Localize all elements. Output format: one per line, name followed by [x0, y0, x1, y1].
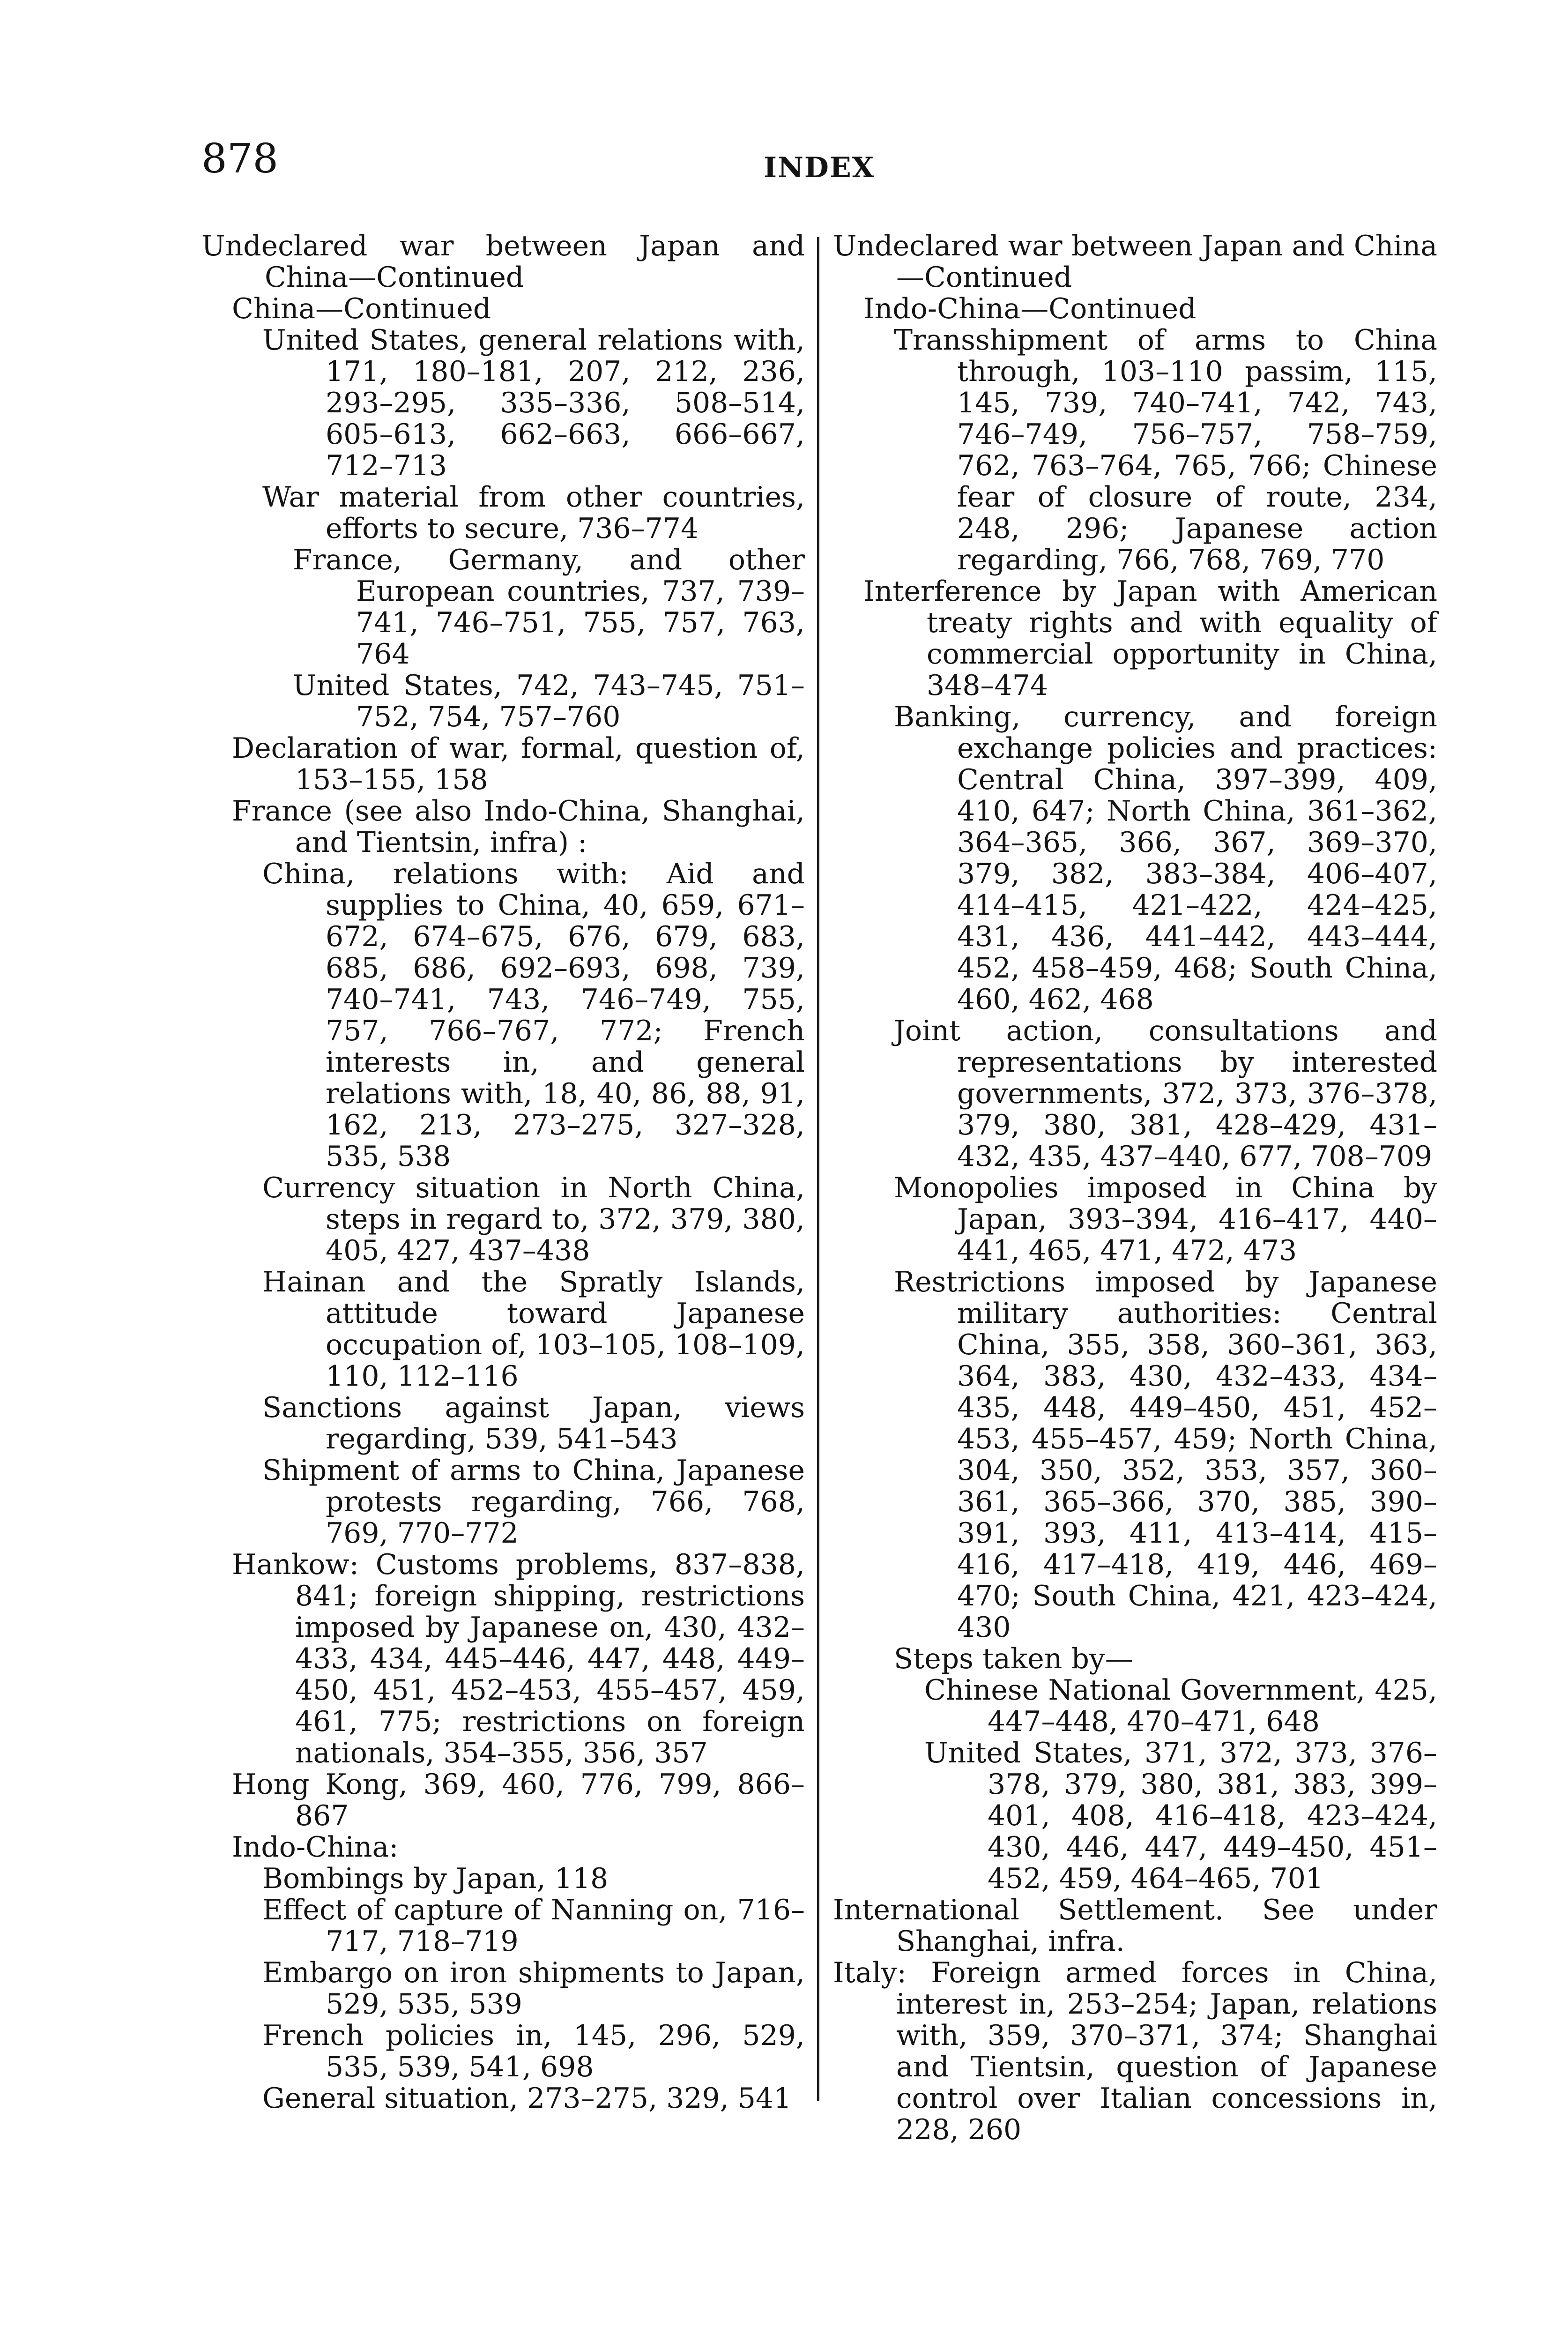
index-entry: United States, general relations with, 171, 180–181, 207, 212, 236, 293–295, 335–336, 508–514, 605–613, 662–663, 666–667, 712–713 — [262, 324, 805, 482]
index-entry: Joint action, consultations and representations by interested governments, 372, 373, 376–378, 379, 380, 381, 428–429, 431–432, 435, 437–440, 677, 708–709 — [894, 1015, 1437, 1173]
index-entry: United States, 742, 743–745, 751–752, 754, 757–760 — [293, 669, 805, 733]
index-entry: Indo-China—Continued — [863, 292, 1196, 325]
index-entry: Italy: Foreign armed forces in China, interest in, 253–254; Japan, relations with, 359, 370–371, 374; Shanghai and Tientsin, question of Japanese control over Italian concessions in, 228, 260 — [833, 1956, 1437, 2146]
index-entry: China—Continued — [232, 292, 491, 325]
index-entry: Effect of capture of Nanning on, 716–717, 718–719 — [262, 1894, 805, 1958]
index-entry: Embargo on iron shipments to Japan, 529, 535, 539 — [262, 1956, 805, 2021]
index-entry: Bombings by Japan, 118 — [262, 1862, 609, 1895]
index-entry: Shipment of arms to China, Japanese protests regarding, 766, 768, 769, 770–772 — [262, 1454, 805, 1550]
index-entry: General situation, 273–275, 329, 541 — [262, 2082, 792, 2115]
index-entry: Undeclared war between Japan and China—Continued — [833, 230, 1437, 294]
index-column-left — [201, 231, 805, 2114]
index-entry: Indo-China: — [232, 1831, 399, 1864]
index-entry: Restrictions imposed by Japanese military authorities: Central China, 355, 358, 360–361, 363, 364, 383, 430, 432–433, 434–435, 448, 449–450, 451, 452–453, 455–457, 459; North China, 304, 350, 352, 353, 357, 360–361, 365–366, 370, 385, 390–391, 393, 411, 413–414, 415–416, 417–418, 419, 446, 469–470; South China, 421, 423–424, 430 — [894, 1266, 1437, 1644]
index-entry: Steps taken by— — [894, 1642, 1133, 1675]
index-entry: Sanctions against Japan, views regarding, 539, 541–543 — [262, 1391, 805, 1455]
index-entry: International Settlement. See under Shanghai, infra. — [833, 1894, 1437, 1958]
running-head: INDEX — [764, 151, 875, 184]
index-entry: Transshipment of arms to China through, 103–110 passim, 115, 145, 739, 740–741, 742, 743, 746–749, 756–757, 758–759, 762, 763–764, 765, 766; Chinese fear of closure of route, 234, 248, 296; Japanese action regarding, 766, 768, 769, 770 — [894, 324, 1437, 576]
index-entry: War material from other countries, efforts to secure, 736–774 — [262, 481, 805, 545]
index-entry: Monopolies imposed in China by Japan, 393–394, 416–417, 440–441, 465, 471, 472, 473 — [894, 1172, 1437, 1267]
index-entry: France, Germany, and other European countries, 737, 739–741, 746–751, 755, 757, 763, 764 — [293, 544, 805, 671]
index-entry: Interference by Japan with American treaty rights and with equality of commercial opportunity in China, 348–474 — [863, 575, 1437, 702]
index-entry: France (see also Indo-China, Shanghai, and Tientsin, infra) : — [232, 795, 805, 859]
index-entry: Undeclared war between Japan and China—Continued — [201, 230, 805, 294]
index-entry: French policies in, 145, 296, 529, 535, 539, 541, 698 — [262, 2019, 805, 2083]
index-entry: Hainan and the Spratly Islands, attitude toward Japanese occupation of, 103–105, 108–109, 110, 112–116 — [262, 1266, 805, 1393]
page-number: 878 — [201, 135, 279, 182]
index-entry: Hong Kong, 369, 460, 776, 799, 866–867 — [232, 1768, 805, 1832]
index-entry: United States, 371, 372, 373, 376–378, 379, 380, 381, 383, 399–401, 408, 416–418, 423–424, 430, 446, 447, 449–450, 451–452, 459, 464–465, 701 — [924, 1737, 1437, 1895]
column-divider — [817, 237, 819, 2101]
index-entry: Declaration of war, formal, question of, 153–155, 158 — [232, 732, 805, 796]
index-column-right — [833, 231, 1437, 2146]
index-entry: China, relations with: Aid and supplies to China, 40, 659, 671–672, 674–675, 676, 679, 683, 685, 686, 692–693, 698, 739, 740–741, 743, 746–749, 755, 757, 766–767, 772; French interests in, and general relations with, 18, 40, 86, 88, 91, 162, 213, 273–275, 327–328, 535, 538 — [262, 858, 805, 1173]
index-entry: Hankow: Customs problems, 837–838, 841; foreign shipping, restrictions imposed by Japanese on, 430, 432–433, 434, 445–446, 447, 448, 449–450, 451, 452–453, 455–457, 459, 461, 775; restrictions on foreign nationals, 354–355, 356, 357 — [232, 1548, 805, 1769]
index-entry: Banking, currency, and foreign exchange policies and practices: Central China, 397–399, 409, 410, 647; North China, 361–362, 364–365, 366, 367, 369–370, 379, 382, 383–384, 406–407, 414–415, 421–422, 424–425, 431, 436, 441–442, 443–444, 452, 458–459, 468; South China, 460, 462, 468 — [894, 701, 1437, 1016]
index-entry: Currency situation in North China, steps in regard to, 372, 379, 380, 405, 427, 437–438 — [262, 1172, 805, 1267]
index-entry: Chinese National Government, 425, 447–448, 470–471, 648 — [924, 1674, 1437, 1738]
